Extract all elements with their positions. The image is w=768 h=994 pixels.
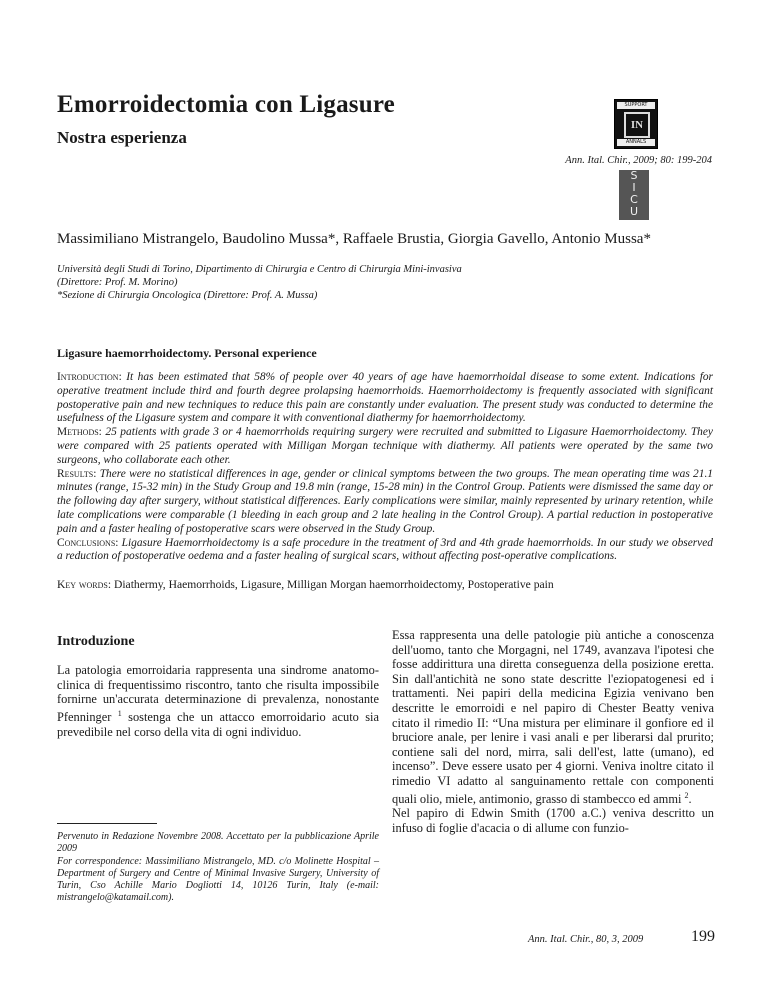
keywords-text: Diathermy, Haemorrhoids, Ligasure, Milligan Morgan haemorrhoidectomy, Postoperative pain xyxy=(113,578,554,591)
abstract-methods xyxy=(57,426,713,467)
society-logo-letter: S xyxy=(630,169,638,182)
abstract-label: Conclusions: xyxy=(57,536,119,549)
footnote-divider xyxy=(57,823,157,824)
body-text: . xyxy=(688,791,692,806)
affiliation-line: *Sezione di Chirurgia Oncologica (Direttore: Prof. A. Mussa) xyxy=(57,290,318,301)
keywords xyxy=(57,578,554,591)
footer-journal-ref: Ann. Ital. Chir., 80, 3, 2009 xyxy=(528,934,644,945)
page-number: 199 xyxy=(691,928,715,945)
abstract-label: Introduction: xyxy=(57,371,122,383)
footnote-correspondence: For correspondence: Massimiliano Mistrangelo, MD. c/o Molinette Hospital – Department of Surgery and Centre of Minimal Invasive Surgery, University of Turin, Cso Achille Mario Dogliotti 14, 10126 Turin, Italy (e-mail: mistrangelo@katamail.com). xyxy=(57,855,379,904)
left-column xyxy=(57,634,379,739)
journal-logo-mark: IN xyxy=(624,112,650,138)
section-heading: Introduzione xyxy=(57,634,135,649)
abstract xyxy=(57,371,713,564)
abstract-label: Methods: xyxy=(57,426,102,439)
affiliation-line: Università degli Studi di Torino, Dipartimento di Chirurgia e Centro di Chirurgia Mini-invasiva xyxy=(57,264,462,275)
intro-text: La patologia emorroidaria rappresenta una sindrome anatomo-clinica di frequentissimo riscontro, tanto che risulta impossibile fornirne un'accurata determinazione di prevalenza, nonostante Pfenninger xyxy=(57,663,379,724)
abstract-results xyxy=(57,468,713,537)
abstract-text: There were no statistical differences in age, gender or clinical symptoms between the two groups. The mean operating time was 21.1 minutes (range, 15-32 min) in the Study Group and 19.8 min (range, 15-28 min) in the Control Group. Patients were dismissed the same day or the following day after surgery, without statistical differences. Early complications were similar, mainly represented by urinary retention, while late complications were comparable (1 bleeding in each group and 2 late healing in the Control Group). A partial reduction in postoperative pain and a faster healing of postoperative scars were observed in the Study Group. xyxy=(57,467,713,535)
affiliation-line: (Direttore: Prof. M. Morino) xyxy=(57,277,178,288)
abstract-text: It has been estimated that 58% of people over 40 years of age have haemorrhoidal disease to some extent. Indications for operative treatment include third and fourth degree prolapsing haemorrhoids. Haemorrhoidectomy is frequently associated with significant postoperative pain and new techniques to reduce this pain are constantly under evaluation. The present study was conducted to determine the usefulness of the Ligasure system and compare it with conventional diathermy for haemorrhoidectomy. xyxy=(57,371,713,425)
affiliations xyxy=(57,263,462,302)
abstract-text: 25 patients with grade 3 or 4 haemorrhoids requiring surgery were recruited and submitted to Ligasure Haemorrhoidectomy. They were compared with 25 patients operated with Milligan Morgan technique with diathermy. All patients were operated by the same two surgeons, who collaborate each other. xyxy=(57,426,713,466)
society-logo xyxy=(619,170,649,220)
society-logo-letter: I xyxy=(632,181,636,194)
footnote-received: Pervenuto in Redazione Novembre 2008. Accettato per la pubblicazione Aprile 2009 xyxy=(57,831,379,855)
abstract-conclusions xyxy=(57,537,713,565)
article-subtitle: Nostra esperienza xyxy=(57,128,187,147)
intro-text: sostenga che un attacco emorroidario acuto sia prevedibile nel corso della vita di ogni individuo. xyxy=(57,709,379,739)
journal-reference: Ann. Ital. Chir., 2009; 80: 199-204 xyxy=(565,155,712,166)
abstract-text: Ligasure Haemorrhoidectomy is a safe procedure in the treatment of 3rd and 4th grade haemorrhoids. In our study we observed a reduction of postoperative oedema and a faster healing of surgical scars, without affecting post-operative complications. xyxy=(57,536,713,563)
intro-paragraph xyxy=(57,663,379,739)
footnote xyxy=(57,831,379,905)
journal-logo xyxy=(614,99,658,149)
body-paragraph xyxy=(392,628,714,806)
journal-logo-top-text: SUPPORT xyxy=(617,102,655,109)
abstract-introduction xyxy=(57,371,713,426)
author-list: Massimiliano Mistrangelo, Baudolino Mussa*, Raffaele Brustia, Giorgia Gavello, Antonio Mussa* xyxy=(57,231,651,247)
keywords-label: Key words: xyxy=(57,578,112,591)
society-logo-letter: U xyxy=(629,205,639,218)
english-title: Ligasure haemorrhoidectomy. Personal experience xyxy=(57,346,317,360)
body-paragraph: Nel papiro di Edwin Smith (1700 a.C.) veniva descritto un infuso di foglie d'acacia o di allume con funzio- xyxy=(392,806,714,835)
abstract-label: Results: xyxy=(57,467,97,480)
body-text: Essa rappresenta una delle patologie più antiche a conoscenza dell'uomo, tanto che Morgagni, nel 1749, avanzava l'ipotesi che fosse addirittura una diretta conseguenza della posizione eretta. Sin dall'antichità ne sono state descritte l'eziopatogenesi ed i trattamenti. Nei papiri della medicina Egizia venivano ben descritte le emorroidi e nel papiro di Chester Beatty veniva citato il rimedio II: “Una mistura per eliminare il gonfiore ed il bruciore anale, per lenire i vasi anali e per liberarsi dal prurito; contiene sali del nord, mirra, sali dell'est, latte (umano), ed incenso”. Deve essere usato per 4 giorni. Veniva inoltre citato il rimedio VI adatto al sanguinamento rettale con componenti quali olio, miele, antimonio, grasso di stambecco ed ammi xyxy=(392,628,714,806)
citation-ref: 2 xyxy=(684,790,689,800)
citation-ref: 1 xyxy=(117,708,122,718)
right-column xyxy=(392,628,714,835)
society-logo-letter: C xyxy=(630,193,638,206)
journal-logo-bottom-text: ANNALS xyxy=(617,139,655,146)
article-title: Emorroidectomia con Ligasure xyxy=(57,91,395,118)
